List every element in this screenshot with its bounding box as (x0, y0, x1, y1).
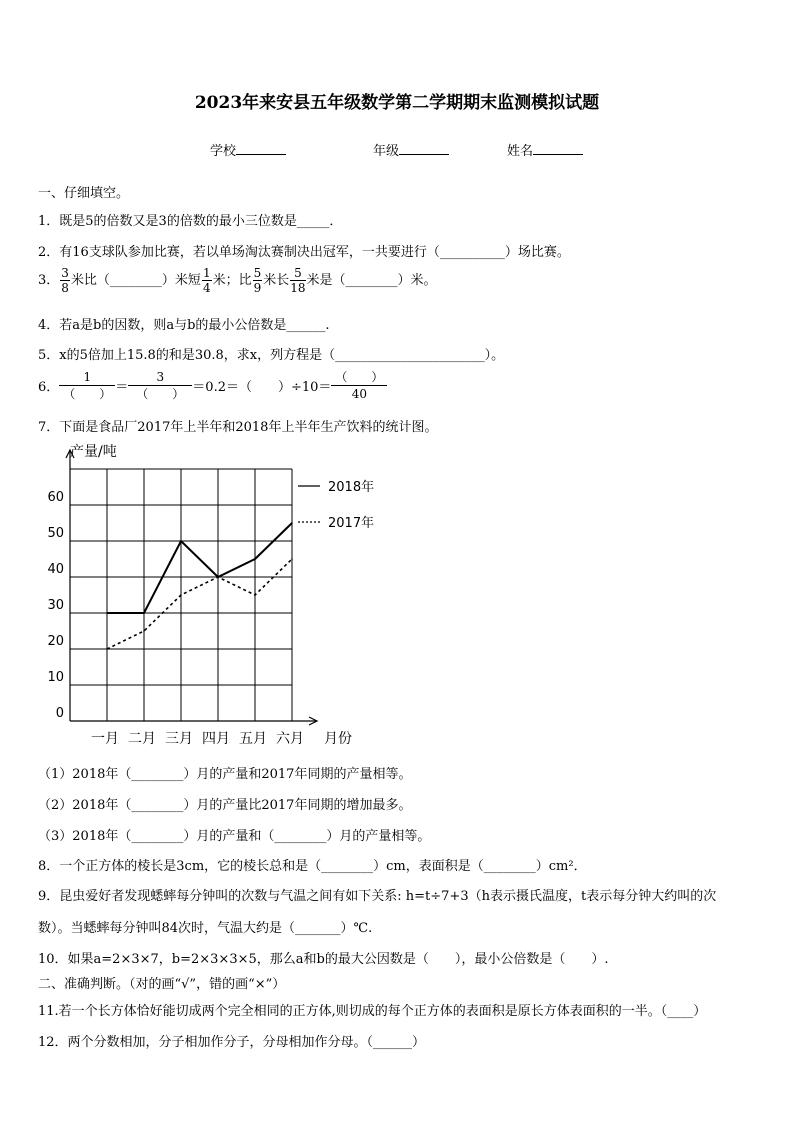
grade-field (373, 140, 449, 159)
line-chart (30, 438, 400, 750)
fraction: $\frac{1}{4}$ (202, 266, 211, 295)
grade-blank[interactable] (399, 154, 449, 155)
question-6-text: ＝0.2＝（ ）÷10＝ (192, 380, 332, 395)
page-title: 2023年来安县五年级数学第二学期期末监测模拟试题 (194, 93, 600, 113)
question-9-line-2: 数）。当蟋蟀每分钟叫84次时，气温大约是（_______）℃. (38, 921, 373, 936)
section-1-heading: 一、仔细填空。 (38, 186, 130, 201)
x-tick-label: 二月 (128, 731, 156, 747)
question-7-1: （1）2018年（________）月的产量和2017年同期的产量相等。 (38, 767, 412, 782)
y-tick-label: 50 (47, 526, 64, 541)
fraction: $\frac{3}{( )}$ (128, 371, 192, 400)
data-point (291, 558, 293, 560)
data-point (106, 648, 108, 650)
question-2: 2．有16支球队参加比赛，若以单场淘汰赛制决出冠军，一共要进行（__________）场比赛。 (38, 245, 570, 260)
fraction: $\frac{3}{8}$ (61, 266, 69, 295)
data-point (217, 576, 219, 578)
data-point (143, 612, 145, 614)
question-7: 7．下面是食品厂2017年上半年和2018年上半年生产饮料的统计图。 (38, 420, 438, 435)
x-tick-label: 三月 (165, 731, 193, 747)
legend-label-2: 2017年 (328, 516, 375, 531)
x-axis-label: 月份 (324, 731, 352, 747)
y-tick-labels (47, 490, 64, 721)
chart-axes (66, 450, 317, 725)
question-1: 1．既是5的倍数又是3的倍数的最小三位数是_____． (38, 214, 343, 229)
series-line-2 (107, 559, 292, 649)
school-field (210, 140, 286, 159)
x-tick-label: 四月 (202, 731, 230, 747)
series-line-1 (107, 523, 292, 613)
school-label: 学校 (210, 144, 237, 159)
fraction: $\frac{5}{9}$ (253, 266, 262, 295)
x-tick-label: 一月 (91, 731, 119, 747)
question-12: 12．两个分数相加，分子相加作分子，分母相加作分母。（______） (38, 1035, 426, 1050)
fraction: $\frac{5}{18}$ (290, 266, 306, 295)
question-4: 4．若a是b的因数，则a与b的最小公倍数是______. (38, 318, 330, 333)
name-field (507, 140, 583, 159)
x-tick-label: 五月 (239, 731, 267, 747)
x-tick-labels (91, 731, 304, 747)
fraction: $\frac{( )}{40}$ (331, 371, 387, 400)
y-tick-label: 60 (47, 490, 64, 505)
question-3-number: 3． (38, 273, 60, 288)
grade-label: 年级 (373, 144, 400, 159)
question-6-number: 6． (38, 380, 60, 395)
section-2-heading: 二、准确判断。（对的画“√”，错的画“×”） (38, 977, 286, 992)
question-3 (38, 267, 437, 294)
question-3-text: 米；比 (212, 273, 252, 288)
x-tick-label: 六月 (276, 731, 304, 747)
data-point (180, 540, 182, 542)
question-3-text: 米比（________）米短 (70, 273, 201, 288)
data-point (106, 612, 108, 614)
question-6: 6． $\frac{1}{( )}$ ＝ $\frac{3}{( )}$ ＝0.2＝（ ）÷10＝ $\frac{( )}{40}$ (38, 371, 387, 400)
y-tick-label: 10 (47, 670, 64, 685)
question-3-text: 米是（________）米。 (306, 273, 437, 288)
question-7-2: （2）2018年（________）月的产量比2017年同期的增加最多。 (38, 798, 412, 813)
data-point (254, 558, 256, 560)
y-tick-label: 20 (47, 634, 64, 649)
data-point (254, 594, 256, 596)
fraction: $\frac{1}{( )}$ (59, 371, 115, 400)
question-9-line-1: 9．昆虫爱好者发现蟋蟀每分钟叫的次数与气温之间有如下关系: h=t÷7+3（h表示摄氏温度，t表示每分钟大约叫的次 (38, 889, 717, 904)
question-3-text: 米长 (263, 273, 290, 288)
y-tick-label: 0 (55, 706, 64, 721)
chart-legend (298, 479, 374, 531)
question-5: 5．x的5倍加上15.8的和是30.8，求x，列方程是（_______________________）。 (38, 348, 505, 363)
y-tick-label: 40 (47, 562, 64, 577)
school-blank[interactable] (236, 154, 286, 155)
y-axis-label: 产量/吨 (70, 444, 117, 460)
name-blank[interactable] (533, 154, 583, 155)
name-label: 姓名 (507, 144, 534, 159)
question-8: 8．一个正方体的棱长是3cm，它的棱长总和是（________）cm，表面积是（________）cm²． (38, 859, 587, 874)
data-point (291, 522, 293, 524)
data-point (143, 630, 145, 632)
question-11: 11.若一个长方体恰好能切成两个完全相同的正方体,则切成的每个正方体的表面积是原长方体表面积的一半。（____） (38, 1004, 707, 1019)
question-7-3: （3）2018年（________）月的产量和（________）月的产量相等。 (38, 829, 431, 844)
question-10: 10．如果a=2×3×7，b=2×3×3×5，那么a和b的最大公因数是（ ），最小公倍数是（ ）. (38, 952, 609, 967)
y-tick-label: 30 (47, 598, 64, 613)
data-point (180, 594, 182, 596)
legend-label-1: 2018年 (328, 480, 375, 495)
